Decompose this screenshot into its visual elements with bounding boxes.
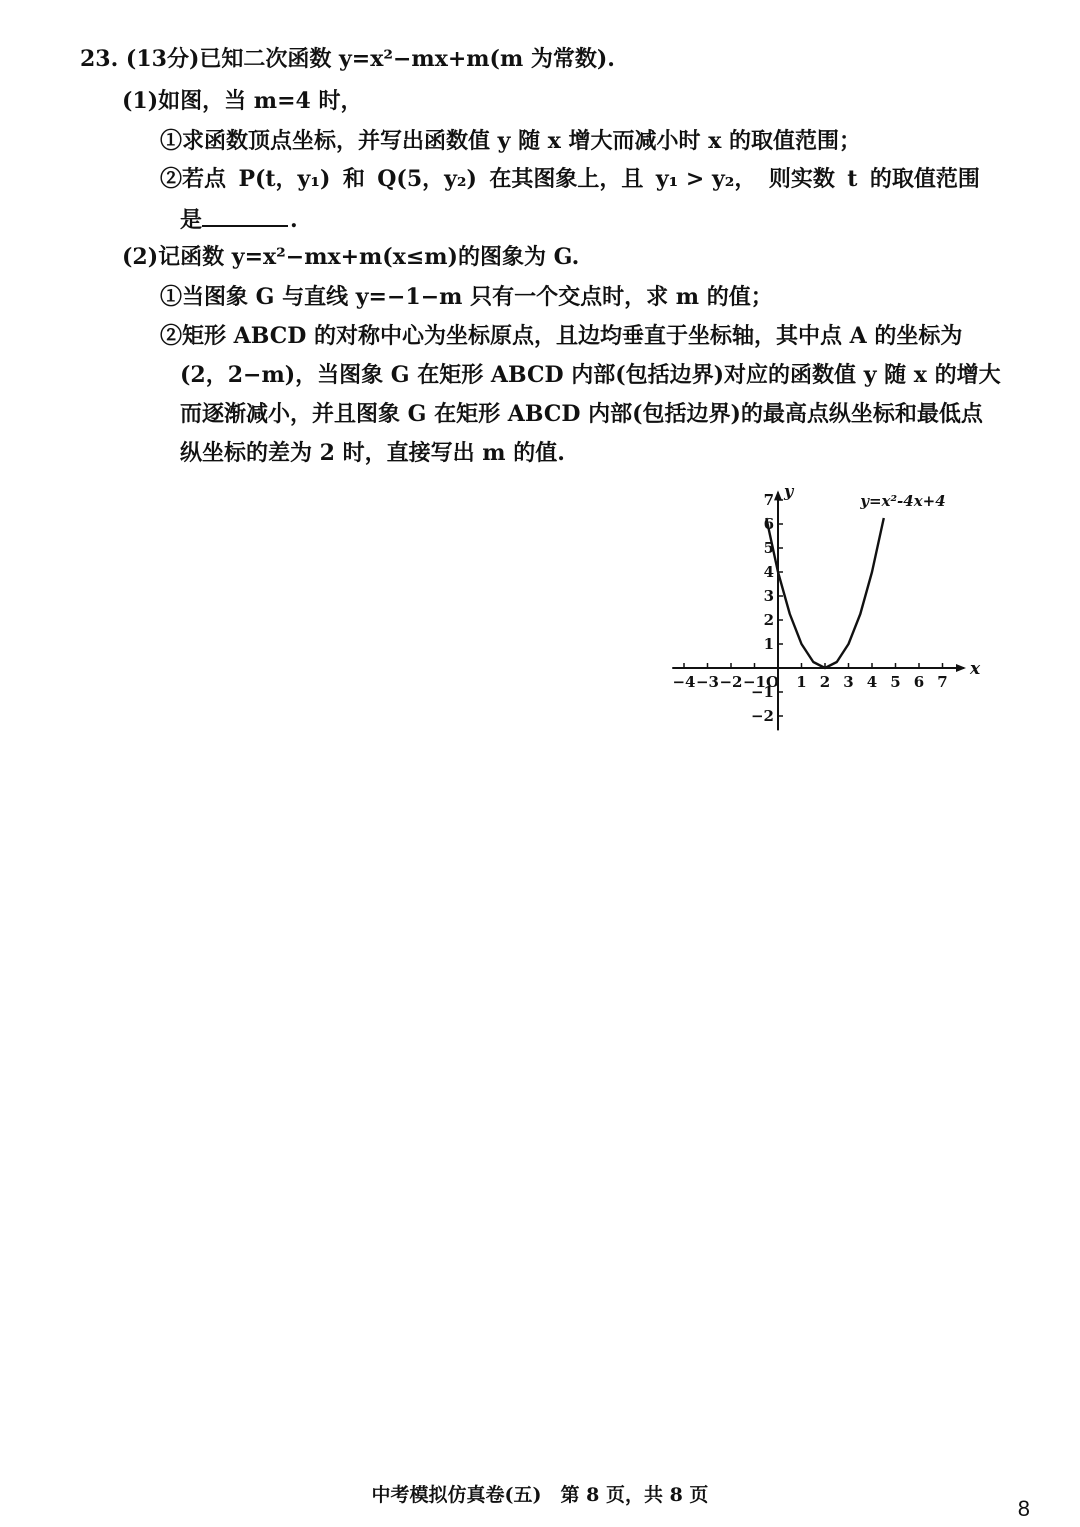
y-tick-label: 1	[763, 635, 774, 653]
y-tick-label: 5	[763, 539, 774, 557]
y-tick-label: −1	[750, 683, 774, 701]
part2-item2-line: 而逐渐减小，并且图象 G 在矩形 ABCD 内部(包括边界)的最高点纵坐标和最低点	[180, 401, 983, 427]
part1-item2-word: 的取值范围	[869, 166, 980, 192]
x-tick-label: 4	[866, 673, 878, 691]
parabola-curve	[763, 518, 884, 668]
part2-label: (2)记函数 y=x²−mx+m(x≤m)的图象为 G.	[122, 244, 580, 270]
x-tick-label: −4	[672, 673, 696, 691]
y-tick-label: 2	[763, 611, 774, 629]
x-tick-label: −1	[742, 673, 767, 691]
x-tick-label: 6	[913, 673, 925, 691]
part1-item2-word: 和	[342, 166, 365, 192]
part1-item2-cont-text: 是	[180, 207, 203, 233]
part1-item2-end: .	[290, 207, 298, 233]
x-axis-label: x	[970, 659, 981, 679]
y-tick-label: 3	[763, 587, 774, 605]
part1-item2-word: t	[847, 166, 858, 192]
part1-item2	[160, 164, 980, 194]
part1-item2-word: 则实数	[768, 166, 835, 192]
answer-blank[interactable]	[202, 203, 288, 227]
y-tick-label: 4	[763, 563, 774, 581]
question-header: 23. (13分)已知二次函数 y=x²−mx+m(m 为常数).	[80, 46, 615, 72]
part1-item1: ①求函数顶点坐标，并写出函数值 y 随 x 增大而减小时 x 的取值范围；	[160, 128, 861, 154]
part1-item2-word: y₁ > y₂，	[655, 166, 757, 192]
part1-item2-word: P(t，y₁)	[238, 166, 331, 192]
parabola-graph	[660, 470, 990, 740]
x-tick-label: 7	[937, 673, 948, 691]
page-number: 8	[1017, 1496, 1030, 1521]
part2-item2-line: (2，2−m)，当图象 G 在矩形 ABCD 内部(包括边界)对应的函数值 y 随 x 的增大	[180, 362, 1001, 388]
x-tick-label: 3	[843, 673, 854, 691]
part2-item1: ①当图象 G 与直线 y=−1−m 只有一个交点时，求 m 的值；	[160, 284, 773, 310]
x-axis-arrow	[956, 664, 966, 672]
y-axis-arrow	[774, 490, 782, 500]
origin-label: O	[766, 673, 780, 691]
part2-item2-line: 纵坐标的差为 2 时，直接写出 m 的值.	[180, 440, 565, 466]
x-tick-label: 2	[819, 673, 831, 691]
curve-label: y=x²-4x+4	[860, 492, 946, 510]
part1-item2-word: ②若点	[160, 166, 227, 192]
y-tick-label: −2	[750, 707, 774, 725]
part1-item2-word: Q(5，y₂)	[377, 166, 477, 192]
page-footer: 中考模拟仿真卷(五) 第 8 页，共 8 页	[371, 1484, 709, 1506]
x-tick-label: 1	[796, 673, 807, 691]
y-axis-label: y	[784, 481, 794, 501]
y-tick-label: 7	[763, 491, 774, 509]
x-tick-label: −2	[719, 673, 743, 691]
part1-item2-continuation	[180, 203, 298, 235]
part2-item2-line: ②矩形 ABCD 的对称中心为坐标原点，且边均垂直于坐标轴，其中点 A 的坐标为	[160, 323, 963, 349]
y-tick-label: 6	[763, 515, 774, 533]
part1-item2-word: 在其图象上，且	[489, 166, 644, 192]
x-tick-label: 5	[890, 673, 901, 691]
part1-label: (1)如图，当 m=4 时，	[122, 88, 363, 114]
x-tick-label: −3	[695, 673, 720, 691]
